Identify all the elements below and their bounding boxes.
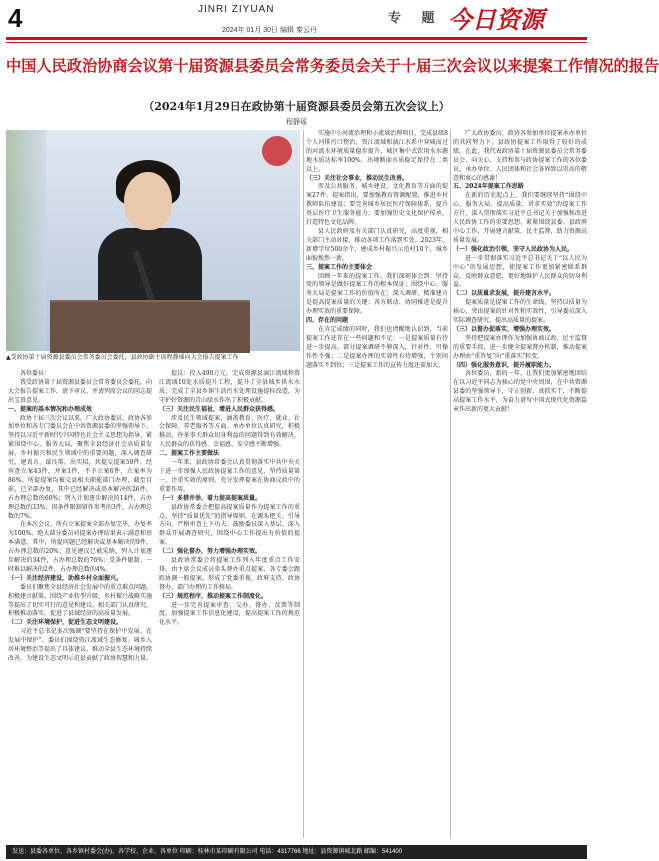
body-paragraph: 进一步贯彻落实习近平总书记关于“以人民为中心”的发展思想，使提案工作更加紧密联系群众、反映群众意愿，更好地维护人民群众的切身利益。 (453, 254, 587, 289)
column-1 (8, 370, 152, 838)
section-heading: （四）强化服务意识，提升履职能力。 (453, 361, 556, 369)
section-heading: （一）多措并举，着力提高提案质量。 (159, 494, 262, 502)
section-heading: 四、存在的问题 (306, 317, 349, 325)
page-number: 4 (8, 3, 23, 33)
body-paragraph: 涉及公共服务、城乡建设、文化教育等方面的提案27件。提案指出，要加强教育资源配置，推进乡村教师队伍建设；要完善城乡居民医疗保障体系，提升基层医疗卫生服务能力；要加强历史文化保护传承，打造特色文化品牌。 (306, 183, 448, 227)
body-paragraph: 涉及民生领域提案，涵盖教育、医疗、就业、社会保障、养老服务等方面。承办单位认真研究，积极推动，许多事关群众切身利益的问题得到有效解决，人民群众的获得感、幸福感、安全感不断增强。 (159, 414, 300, 449)
body-paragraph: 提议：投入490万元，完成资源县漓江流域和资江流域10处水质提升工程，提升了全县城乡供水水质；完成了全县乡镇生活污水处理设施提标改造，为守护好资源的青山绿水作出了积极贡献。 (159, 370, 300, 404)
photo-emblem (262, 136, 292, 166)
section-heading: （三）规范程序，推动提案工作制度化。 (159, 592, 268, 600)
body-paragraph: 政协十届三次会议以来，广大政协委员、政协各参加单位和各专门委员会在中共资源县委的坚强领导下，坚持以习近平新时代中国特色社会主义思想为指导，紧紧围绕中心、服务大局，聚焦全县经济社会高质量发展、乡村振兴和民生领域中的重要问题，深入调查研究，建真言、谋良策、出实招，共提交提案50件。经审查立案43件，并案1件，不予立案6件，立案率为86%。所提提案均被交县相关职能部门办理，截至目前，已全部办复，其中已经解决或基本解决的26件，占办理总数的60%；列入计划逐步解决的14件，占办理总数的33%；因条件限制留作参考的3件，占办理总数的7%。 (8, 414, 153, 520)
section-heading: （三）关注民生福祉，增进人民群众获得感。 (159, 405, 280, 413)
body-paragraph: 我受政协第十届资源县委员会常务委员会委托，向大会报告提案工作，请予审议，并请列席会议的同志提出宝贵意见。 (8, 378, 153, 404)
column-2 (159, 370, 300, 838)
section-heading: （三）以督办促落实，增强办理实效。 (453, 325, 556, 333)
headline: 中国人民政治协商会议第十届资源县委员会常务委员会关于十届三次会议以来提案工作情况的报告 (6, 57, 659, 75)
header-rule-thin (6, 42, 587, 43)
body-paragraph: 回顾一年来的提案工作，我们深刻体会到：坚持党的领导是做好提案工作的根本保证；围绕中心、服务大局是提案工作的价值所在；深入调研、精准建言是提高提案质量的关键；各方联动、协同推进是提升办理实效的重要保障。 (306, 272, 448, 316)
byline: 程静瑶 (286, 118, 307, 126)
column-3 (306, 130, 448, 838)
section-heading: 一、提案的基本情况和办理成效 (8, 405, 93, 413)
dateline: 2024年 01月 30日 编辑 秦云丹 (222, 27, 317, 34)
section-heading: （二）以质量求发展，提升建言水平。 (453, 290, 556, 298)
footer-bar: 发送：县委各单位、各乡镇村委会(办)、各学校、企业、各单位 印刷：桂林市某印刷有限公司 电话：4317766 地址：县资源镇城北路 邮编：541400 (6, 845, 587, 859)
body-paragraph: 县人民政府及有关部门认真研究，高度重视，相关部门主动对接，推动各项工作落到实处。2023年，新增学位500余个，建成乡村振兴示范村10个，城乡面貌焕然一新。 (306, 227, 448, 262)
photo-speaker-face (124, 172, 172, 230)
body-paragraph: 一年来，县政协常委会认真贯彻落实中共中央关于进一步加强人民政协提案工作的意见，坚持质量第一、注重实效的原则，充分发挥提案在协商议政中的重要作用。 (159, 459, 300, 493)
section-heading: （二）关注环境保护，促进生态文明建设。 (8, 619, 123, 627)
body-paragraph: 县政协常委会把提高提案质量作为提案工作的重点，坚持“质量优先”的指导原则，在源头把关、引导方向、严格审查上下功夫。鼓励委员深入基层、深入群众开展调查研究，围绕中心工作提出有价值的提案。 (159, 503, 300, 547)
body-paragraph: 在本次会议，所有立案提案全部办复完毕，办复率为100%，绝大部分委员对提案办理结果表示满意和基本满意。其中，所提问题已经解决或基本解决的9件，占办理总数的20%；意见建议已被采纳、列入计划逐步解决的34件，占办理总数的76%；受条件限制、一时难以解决的2件，占办理总数的4%。 (8, 521, 153, 573)
masthead-pinyin: JINRI ZIYUAN (198, 4, 275, 15)
body-paragraph: 在肯定成绩的同时，我们也清醒地认识到，当前提案工作还存在一些问题和不足：一是提案质量有待进一步提高，部分提案调研不够深入，针对性、可操作性不强；二是提案办理的实效性有待增强，个别问题落实不到位；三是提案工作的宣传力度还需加大。 (306, 325, 448, 369)
section-heading: 三、提案工作的主要体会 (306, 263, 373, 271)
section-heading: （二）强化督办，努力增强办理实效。 (159, 548, 262, 556)
body-paragraph: 县政协常委会将提案工作列入年度重点工作安排，由主席会议成员牵头督办重点提案，各专委会跟踪协调一般提案，形成了党委重视、政府支持、政协督办、部门办理的工作格局。 (159, 557, 300, 591)
section-heading: 五、2024年提案工作思路 (453, 183, 524, 191)
subhead: （2024年1月29日在政协第十届资源县委员会第五次会议上） (143, 100, 450, 113)
column-divider (450, 130, 451, 838)
photo-background-plant (6, 130, 46, 351)
section-tag: 专 题 (388, 11, 443, 26)
body-paragraph: 习近平总书记多次强调“要坚持在保护中发展、在发展中保护”。委员们围绕资江流域生态修复、城乡人居环境整治等提出了具体建议，推动全县生态环境持续改善，为建设生态文明示范县贡献了政协智慧和力量。 (8, 628, 153, 662)
body-paragraph: 进一步完善提案审查、交办、督办、反馈等制度，加强提案工作信息化建设，提高提案工作的规范化水平。 (159, 601, 300, 627)
body-paragraph: 广大政协委员、政协各参加单位提案承办单位的共同努力下，县政协提案工作取得了较好的成绩。在此，我代表政协第十届资源县委员会常务委员会，向关心、支持和参与政协提案工作的各位委员、承办单位、人民团体和社会各界致以崇高的敬意和衷心的感谢！ (453, 130, 587, 182)
brand-logo: 今日资源 (448, 5, 544, 34)
body-paragraph: 委员们聚焦全县经济社会发展中的重点难点问题，积极建言献策。围绕产业转型升级、乡村振兴战略实施等提出了切实可行的意见和建议。相关部门认真研究，积极推动落实，促进了县域经济的高质量发展。 (8, 583, 153, 618)
header-rule-thick (6, 37, 587, 40)
section-heading: （一）关注经济建设，助推乡村全面振兴。 (8, 574, 123, 582)
column-4 (453, 130, 587, 838)
section-heading: （一）强化政治引领，坚守人民政协为人民。 (453, 245, 574, 253)
body-paragraph: 坚持把提案办理作为加强协商议政、民主监督的重要手段，进一步健全提案督办机制，推动提案办理由“重答复”向“重落实”转变。 (453, 334, 587, 360)
body-paragraph: 各位委员，新的一年，让我们更加紧密地团结在以习近平同志为核心的党中央周围，在中共资源县委的坚强领导下，守正创新、真抓实干，不断提高提案工作水平，为奋力谱写中国式现代化资源篇章作出新的更大贡献！ (453, 370, 587, 414)
speaker-photo (6, 130, 300, 351)
column-divider (303, 130, 304, 838)
body-paragraph: 提案质量是提案工作的生命线。坚持以质量为核心，突出提案的针对性和实效性，引导委员深入实际调查研究，提出高质量的提案。 (453, 299, 587, 325)
photo-caption: ▲受政协第十届资源县委员会常务委员会委托，县政协副主席程静瑶向大会报告提案工作 (6, 354, 239, 361)
section-heading: 二、提案工作主要做法 (159, 450, 220, 458)
body-paragraph: 在新的历史起点上，我们要继续坚持“围绕中心、服务大局、提高质量、讲求实效”的提案工作方针，深入贯彻落实习近平总书记关于加强和改进人民政协工作的重要思想，紧紧围绕县委、县政府中心工作，开展建言献策、民主监督，助力资源高质量发展。 (453, 192, 587, 244)
section-heading: （三）关注社会事业，推动民生改善。 (306, 174, 409, 182)
body-paragraph: 各位委员： (20, 370, 51, 377)
photo-podium (50, 300, 250, 353)
body-paragraph: 实施中小河流治理和小流域治理项目，完成县级8个人河排污口整治，资江流域和漓江水系中穿城而过的河流水环境质量稳步提升，城区集中式饮用水水源地水质达标率100%，出境断面水质稳定保持在二类以上。 (306, 130, 448, 173)
